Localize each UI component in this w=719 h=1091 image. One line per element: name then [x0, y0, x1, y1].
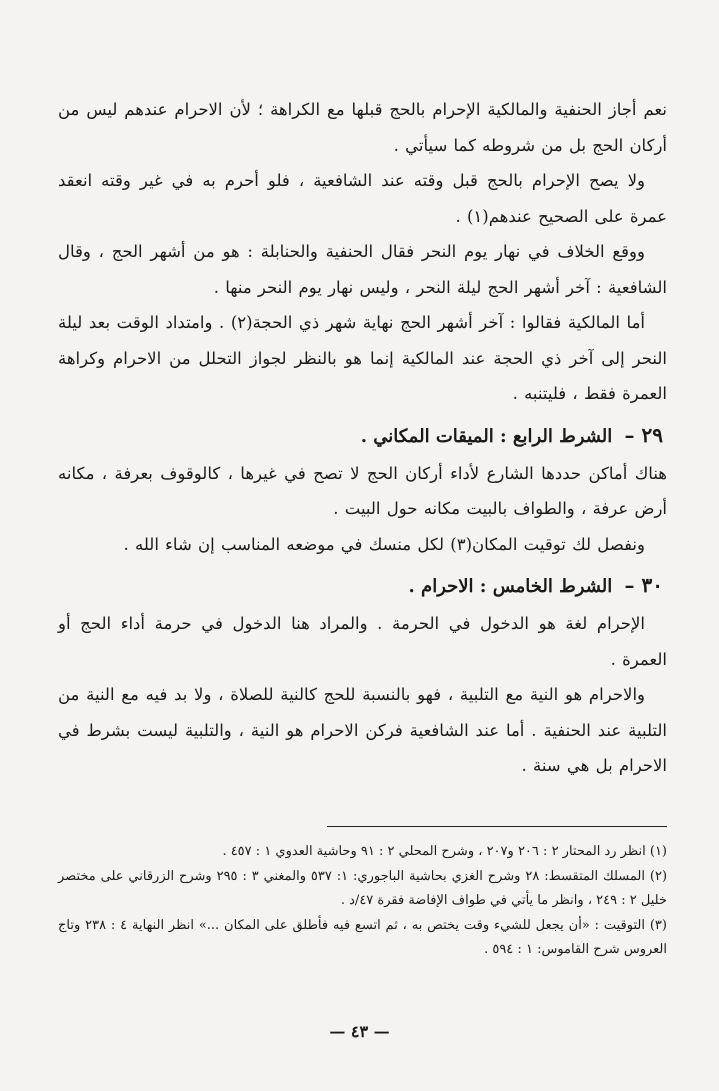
paragraph-4: أما المالكية فقالوا : آخر أشهر الحج نهاية شهر ذي الحجة(٢) . وامتداد الوقت بعد ليلة النحر إلى آخر ذي الحجة عند المالكية إنما هو بالنظر لجواز التحلل من الاحرام وكراهة العمرة فقط ، فليتنبه .	[58, 313, 667, 403]
paragraph-8: والاحرام هو النية مع التلبية ، فهو بالنسبة للحج كالنية للصلاة ، ولا بد فيه مع النية من التلبية عند الحنفية . أما عند الشافعية فركن الاحرام هو النية ، والتلبية ليست بشرط في الاحرام بل هي سنة .	[58, 685, 667, 775]
main-text	[58, 92, 667, 784]
paragraph-7: الإحرام لغة هو الدخول في الحرمة . والمراد هنا الدخول في حرمة أداء الحج أو العمرة .	[58, 614, 667, 669]
paragraph-1: نعم أجاز الحنفية والمالكية الإحرام بالحج قبلها مع الكراهة ؛ لأن الاحرام عندهم ليس من أركان الحج بل من شروطه كما سيأتي .	[58, 100, 667, 155]
footnote-divider	[327, 826, 667, 827]
section-heading-29	[58, 416, 667, 456]
section-number-30: ٣٠ –	[624, 573, 663, 597]
section-number-29: ٢٩ –	[624, 422, 663, 447]
page-number: — ٤٣ —	[329, 1022, 390, 1041]
paragraph-3: ووقع الخلاف في نهار يوم النحر فقال الحنفية والحنابلة : هو من أشهر الحج ، وقال الشافعية : آخر أشهر الحج ليلة النحر ، وليس نهار يوم النحر منها .	[58, 242, 667, 297]
footnote-1: (١) انظر رد المحتار ٢ : ٢٠٦ و٢٠٧ ، وشرح المحلي ٢ : ٩١ وحاشية العدوي ١ : ٤٥٧ .	[222, 844, 667, 859]
footnote-3: (٣) التوقيت : «أن يجعل للشيء وقت يختص به ، ثم اتسع فيه فأطلق على المكان ...» انظر النهاية ٤ : ٢٣٨ وتاج العروس شرح القاموس: ١ : ٥٩٤ .	[58, 917, 667, 957]
section-title-30: الشرط الخامس : الاحرام .	[408, 576, 613, 597]
footnotes	[58, 840, 667, 963]
paragraph-6: ونفصل لك توقيت المكان(٣) لكل منسك في موضعه المناسب إن شاء الله .	[123, 534, 645, 554]
section-title-29: الشرط الرابع : الميقات المكاني .	[360, 425, 613, 447]
footnote-2: (٢) المسلك المتقسط: ٢٨ وشرح الغزي بحاشية الباجوري: ١: ٥٣٧ والمغني ٣ : ٢٩٥ وشرح الزرقاني على مختصر خليل ٢ : ٢٤٩ ، وانظر ما يأتي في طواف الإفاضة فقرة ٤٧/د .	[58, 868, 668, 908]
section-heading-30	[58, 566, 667, 606]
paragraph-2: ولا يصح الإحرام بالحج قبل وقته عند الشافعية ، فلو أحرم به في غير وقته انعقد عمرة على الصحيح عندهم(١) .	[58, 171, 667, 226]
paragraph-5: هناك أماكن حددها الشارع لأداء أركان الحج لا تصح في غيرها ، كالوقوف بعرفة ، مكانه أرض عرفة ، والطواف بالبيت مكانه حول البيت .	[58, 463, 667, 518]
